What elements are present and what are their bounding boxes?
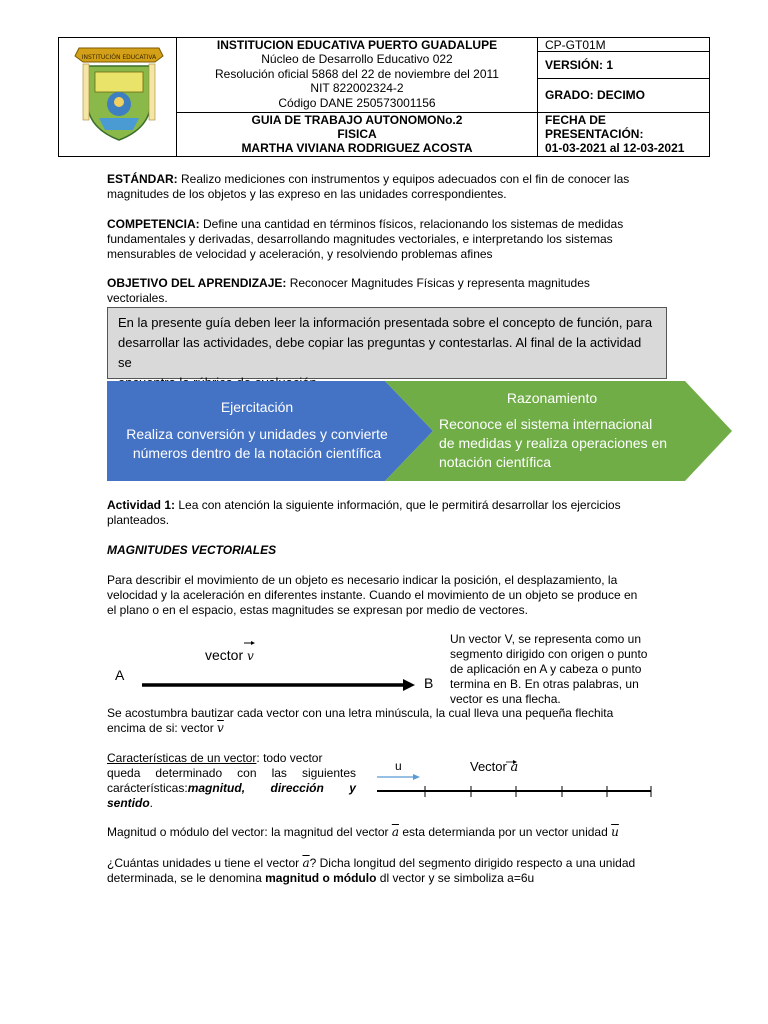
magnitud-paragraph [107, 825, 667, 840]
direccion-term: dirección [270, 781, 324, 795]
y-term: y [349, 781, 356, 795]
grade-label: GRADO: DECIMO [545, 88, 645, 102]
ejercitacion-line-2: números dentro de la notación científica [132, 445, 382, 461]
caracteristicas-label: Características de un vector [107, 751, 257, 765]
sentido-period: . [149, 796, 154, 810]
teacher-name: MARTHA VIVIANA RODRIGUEZ ACOSTA [241, 141, 473, 155]
objetivo-paragraph [107, 276, 662, 306]
vector-a-text: Vector [470, 759, 511, 774]
intro-line-3: el plano o en el espacio, estas magnitudes se expresan por medio de vectores. [107, 603, 528, 617]
vector-a-label [470, 759, 518, 775]
resolucion-line: Resolución oficial 5868 del 22 de noviembre del 2011 [215, 67, 499, 81]
competencia-label: COMPETENCIA: [107, 217, 200, 231]
magnitud-u-symbol: $\overline{u}$ [611, 825, 619, 839]
vector-desc-line-3: de aplicación en A y cabeza o punto [450, 662, 642, 676]
vector-desc-line-2: segmento dirigido con origen o punto [450, 647, 648, 661]
unit-u-label: u [395, 759, 402, 773]
institution-name: INSTITUCION EDUCATIVA PUERTO GUADALUPE [216, 38, 498, 52]
razonamiento-line-2: de medidas y realiza operaciones en [439, 435, 668, 451]
magnitud-term: magnitud, [187, 781, 246, 795]
intro-paragraph [107, 573, 662, 618]
notice-line-1: En la presente guía deben leer la información presentada sobre el concepto de función, para [118, 315, 653, 330]
magnitud-a-symbol: $\overline{a}$ [391, 825, 399, 839]
point-a-label: A [115, 667, 125, 683]
vector-desc-line-1: Un vector V, se representa como un [450, 632, 641, 646]
cuantas-line-2-end: dl vector y se simboliza a=6u [376, 871, 535, 885]
cuantas-text-2: ? Dicha longitud del segmento dirigido respecto a una unidad [309, 856, 636, 870]
objetivo-text-2: vectoriales. [107, 291, 168, 305]
dane-line: Código DANE 250573001156 [278, 96, 436, 110]
magnitud-text-1: Magnitud o módulo del vector: la magnitud del vector [107, 825, 392, 839]
vector-label [205, 647, 254, 663]
competencia-text-1: Define una cantidad en términos físicos, relacionando los sistemas de medidas [199, 217, 624, 231]
logo-cell [58, 37, 177, 157]
estandar-text-1: Realizo mediciones con instrumentos y equipos adecuados con el fin de conocer las [177, 172, 630, 186]
razonamiento-line-3: notación científica [439, 454, 552, 470]
magnitud-modulo-term: magnitud o módulo [265, 871, 377, 885]
razonamiento-line-1: Reconoce el sistema internacional [439, 416, 653, 432]
actividad-label: Actividad 1: [107, 498, 176, 512]
unit-scale-figure [375, 755, 660, 805]
estandar-paragraph [107, 172, 662, 202]
nit-line: NIT 822002324-2 [310, 81, 404, 95]
date-value: 01-03-2021 al 12-03-2021 [545, 141, 685, 155]
intro-line-1: Para describir el movimiento de un objeto es necesario indicar la posición, el desplazamiento, la [107, 573, 618, 587]
version-label: VERSIÓN: 1 [545, 58, 614, 72]
sentido-term: sentido [107, 796, 150, 810]
estandar-text-2: magnitudes de los objetos y las expreso en las unidades correspondientes. [107, 187, 507, 201]
date-label-1: FECHA DE [545, 113, 606, 127]
subject: FISICA [337, 127, 377, 141]
bautizar-v-symbol: $\overline{v}$ [217, 721, 224, 735]
section-title: MAGNITUDES VECTORIALES [107, 543, 277, 557]
caracteristicas-line-2: queda determinado con las siguientes [107, 766, 356, 780]
caracteristicas-paragraph [107, 751, 356, 811]
notice-line-2: desarrollar las actividades, debe copiar las preguntas y contestarlas. Al final de la actividad se [118, 335, 642, 370]
cuantas-text-1: ¿Cuántas unidades u tiene el vector [107, 856, 303, 870]
vector-description [450, 632, 662, 707]
bautizar-line-2: encima de si: vector [107, 721, 218, 735]
bautizar-paragraph [107, 706, 662, 736]
actividad-paragraph [107, 498, 662, 528]
magnitud-text-2: esta determianda por un vector unidad [398, 825, 612, 839]
ejercitacion-line-1: Realiza conversión y unidades y convierte [126, 426, 388, 442]
nucleo-line: Núcleo de Desarrollo Educativo 022 [261, 52, 453, 66]
cuantas-line-2-start: determinada, se le denomina [107, 871, 266, 885]
vector-desc-line-4: termina en B. En otras palabras, un [450, 677, 639, 691]
objetivo-text-1: Reconocer Magnitudes Físicas y representa magnitudes [286, 276, 590, 290]
bautizar-line-1: Se acostumbra bautizar cada vector con una letra minúscula, la cual lleva una pequeña flechita [107, 706, 614, 720]
vector-v-symbol: v [247, 649, 254, 663]
logo-banner-text: INSTITUCIÓN EDUCATIVA [81, 54, 157, 61]
guide-title: GUIA DE TRABAJO AUTONOMONo.2 [251, 113, 463, 127]
vector-desc-line-5: vector es una flecha. [450, 692, 561, 706]
actividad-text-2: planteados. [107, 513, 170, 527]
competencia-text-3: mensurables de velocidad y aceleración, y resolviendo problemas afines [107, 247, 493, 261]
cuantas-paragraph [107, 856, 662, 886]
skills-banner [107, 381, 732, 481]
actividad-text-1: Lea con atención la siguiente información, que le permitirá desarrollar los ejercicios [175, 498, 621, 512]
intro-line-2: velocidad y la aceleración en diferentes instante. Cuando el movimiento de un objeto se produce en [107, 588, 638, 602]
ejercitacion-desc [107, 425, 407, 463]
ejercitacion-title: Ejercitación [220, 399, 294, 415]
caracteristicas-line-1: : todo vector [256, 751, 323, 765]
date-label-2: PRESENTACIÓN: [545, 127, 644, 141]
caracteristicas-line-3: carácterísticas: [107, 781, 188, 795]
vector-arrow [107, 632, 447, 702]
point-b-label: B [424, 675, 434, 691]
competencia-paragraph [107, 217, 662, 262]
document-code: CP-GT01M [545, 38, 606, 52]
vector-a-symbol: a [510, 760, 519, 775]
razonamiento-title: Razonamiento [506, 390, 598, 406]
vector-label-text: vector [205, 647, 248, 663]
razonamiento-desc [439, 415, 689, 472]
school-logo [59, 38, 178, 158]
objetivo-label: OBJETIVO DEL APRENDIZAJE: [107, 276, 287, 290]
competencia-text-2: fundamentales y derivadas, desarrollando magnitudes vectoriales, e interpretando los sistemas [107, 232, 613, 246]
vector-figure [107, 632, 447, 702]
estandar-label: ESTÁNDAR: [107, 172, 178, 186]
notice-box [107, 307, 667, 379]
cuantas-a-symbol: $\overline{a}$ [302, 856, 310, 870]
